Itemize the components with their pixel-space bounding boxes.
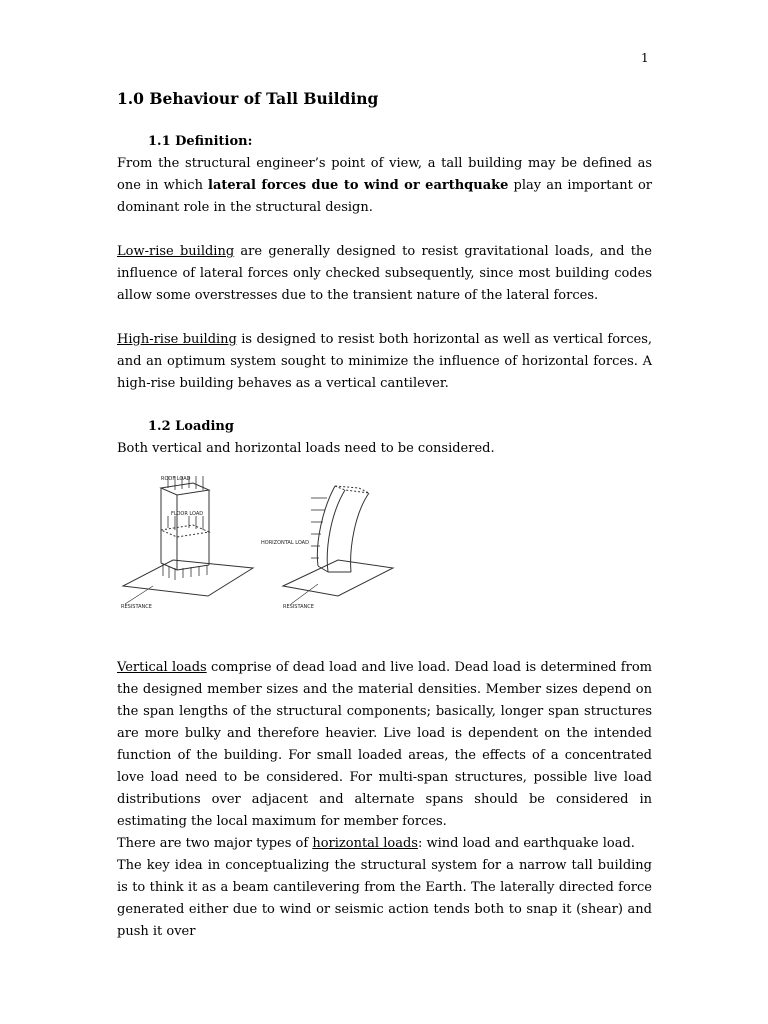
low-rise-paragraph [117, 241, 652, 307]
resistance-left-leader [125, 586, 153, 604]
definition-paragraph [117, 153, 652, 219]
high-rise-text: is designed to resist both horizontal as well as vertical forces, and an optimum system sought to minimize the influence of horizontal forces. A high-rise building behaves as a vertical cantilever. [117, 332, 653, 391]
horizontal-loads-paragraph [117, 833, 652, 855]
loading-diagram [113, 468, 403, 618]
definition-bold-text: lateral forces due to wind or earthquake [208, 178, 509, 193]
horizontal-loads-term: horizontal loads [312, 836, 418, 851]
loading-intro: Both vertical and horizontal loads need to be considered. [117, 441, 495, 456]
horizontal-load-arrows [311, 498, 327, 558]
vertical-loads-text: comprise of dead load and live load. Dead load is determined from the designed member sizes and the material densities. Member sizes depend on the span lengths of the structural components; basically, longer span structures are more bulky and therefore heavier. Live load is dependent on the intended function of the building. For small loaded areas, the effects of a concentrated love load need to be considered. For multi-span structures, possible live load distributions over adjacent and alternate spans should be considered in estimating the local maximum for member forces. [117, 660, 652, 829]
definition-text-start: From the structural engineer’s point of view, a tall building may be defined as one in which [117, 156, 652, 193]
vertical-loads-term: Vertical loads [117, 660, 207, 675]
right-ground-plane [283, 560, 393, 596]
resistance-right-label: RESISTANCE [283, 604, 314, 610]
horizontal-loads-text-start: There are two major types of [117, 836, 313, 851]
definition-text-end: play an important or dominant role in the structural design. [117, 178, 652, 215]
resistance-left-label: RESISTANCE [121, 604, 152, 610]
resistance-right-leader [291, 584, 318, 604]
roof-load-label: ROOF LOAD [161, 476, 191, 482]
left-ground-plane [123, 560, 253, 596]
floor-load-label: FLOOR LOAD [171, 511, 204, 517]
vertical-loads-paragraph [117, 657, 652, 833]
key-idea-paragraph: The key idea in conceptualizing the structural system for a narrow tall building is to think it as a beam cantilevering from the Earth. The laterally directed force generated either due to wind or seismic action tends both to snap it (shear) and push it over [117, 858, 652, 939]
page-number: 1 [641, 51, 649, 65]
low-rise-text: are generally designed to resist gravitational loads, and the influence of lateral forces only checked subsequently, since most building codes allow some overstresses due to the transient nature of the lateral forces. [117, 244, 652, 303]
section-heading-definition: 1.1 Definition: [148, 134, 253, 149]
horizontal-loads-text-end: : wind load and earthquake load. [417, 836, 635, 851]
horizontal-load-label: HORIZONTAL LOAD [261, 540, 309, 546]
document-title: 1.0 Behaviour of Tall Building [117, 89, 379, 108]
high-rise-paragraph [117, 329, 652, 395]
right-building [317, 486, 369, 572]
section-heading-loading: 1.2 Loading [148, 419, 234, 434]
high-rise-term: High-rise building [117, 332, 237, 347]
low-rise-term: Low-rise building [117, 244, 235, 259]
